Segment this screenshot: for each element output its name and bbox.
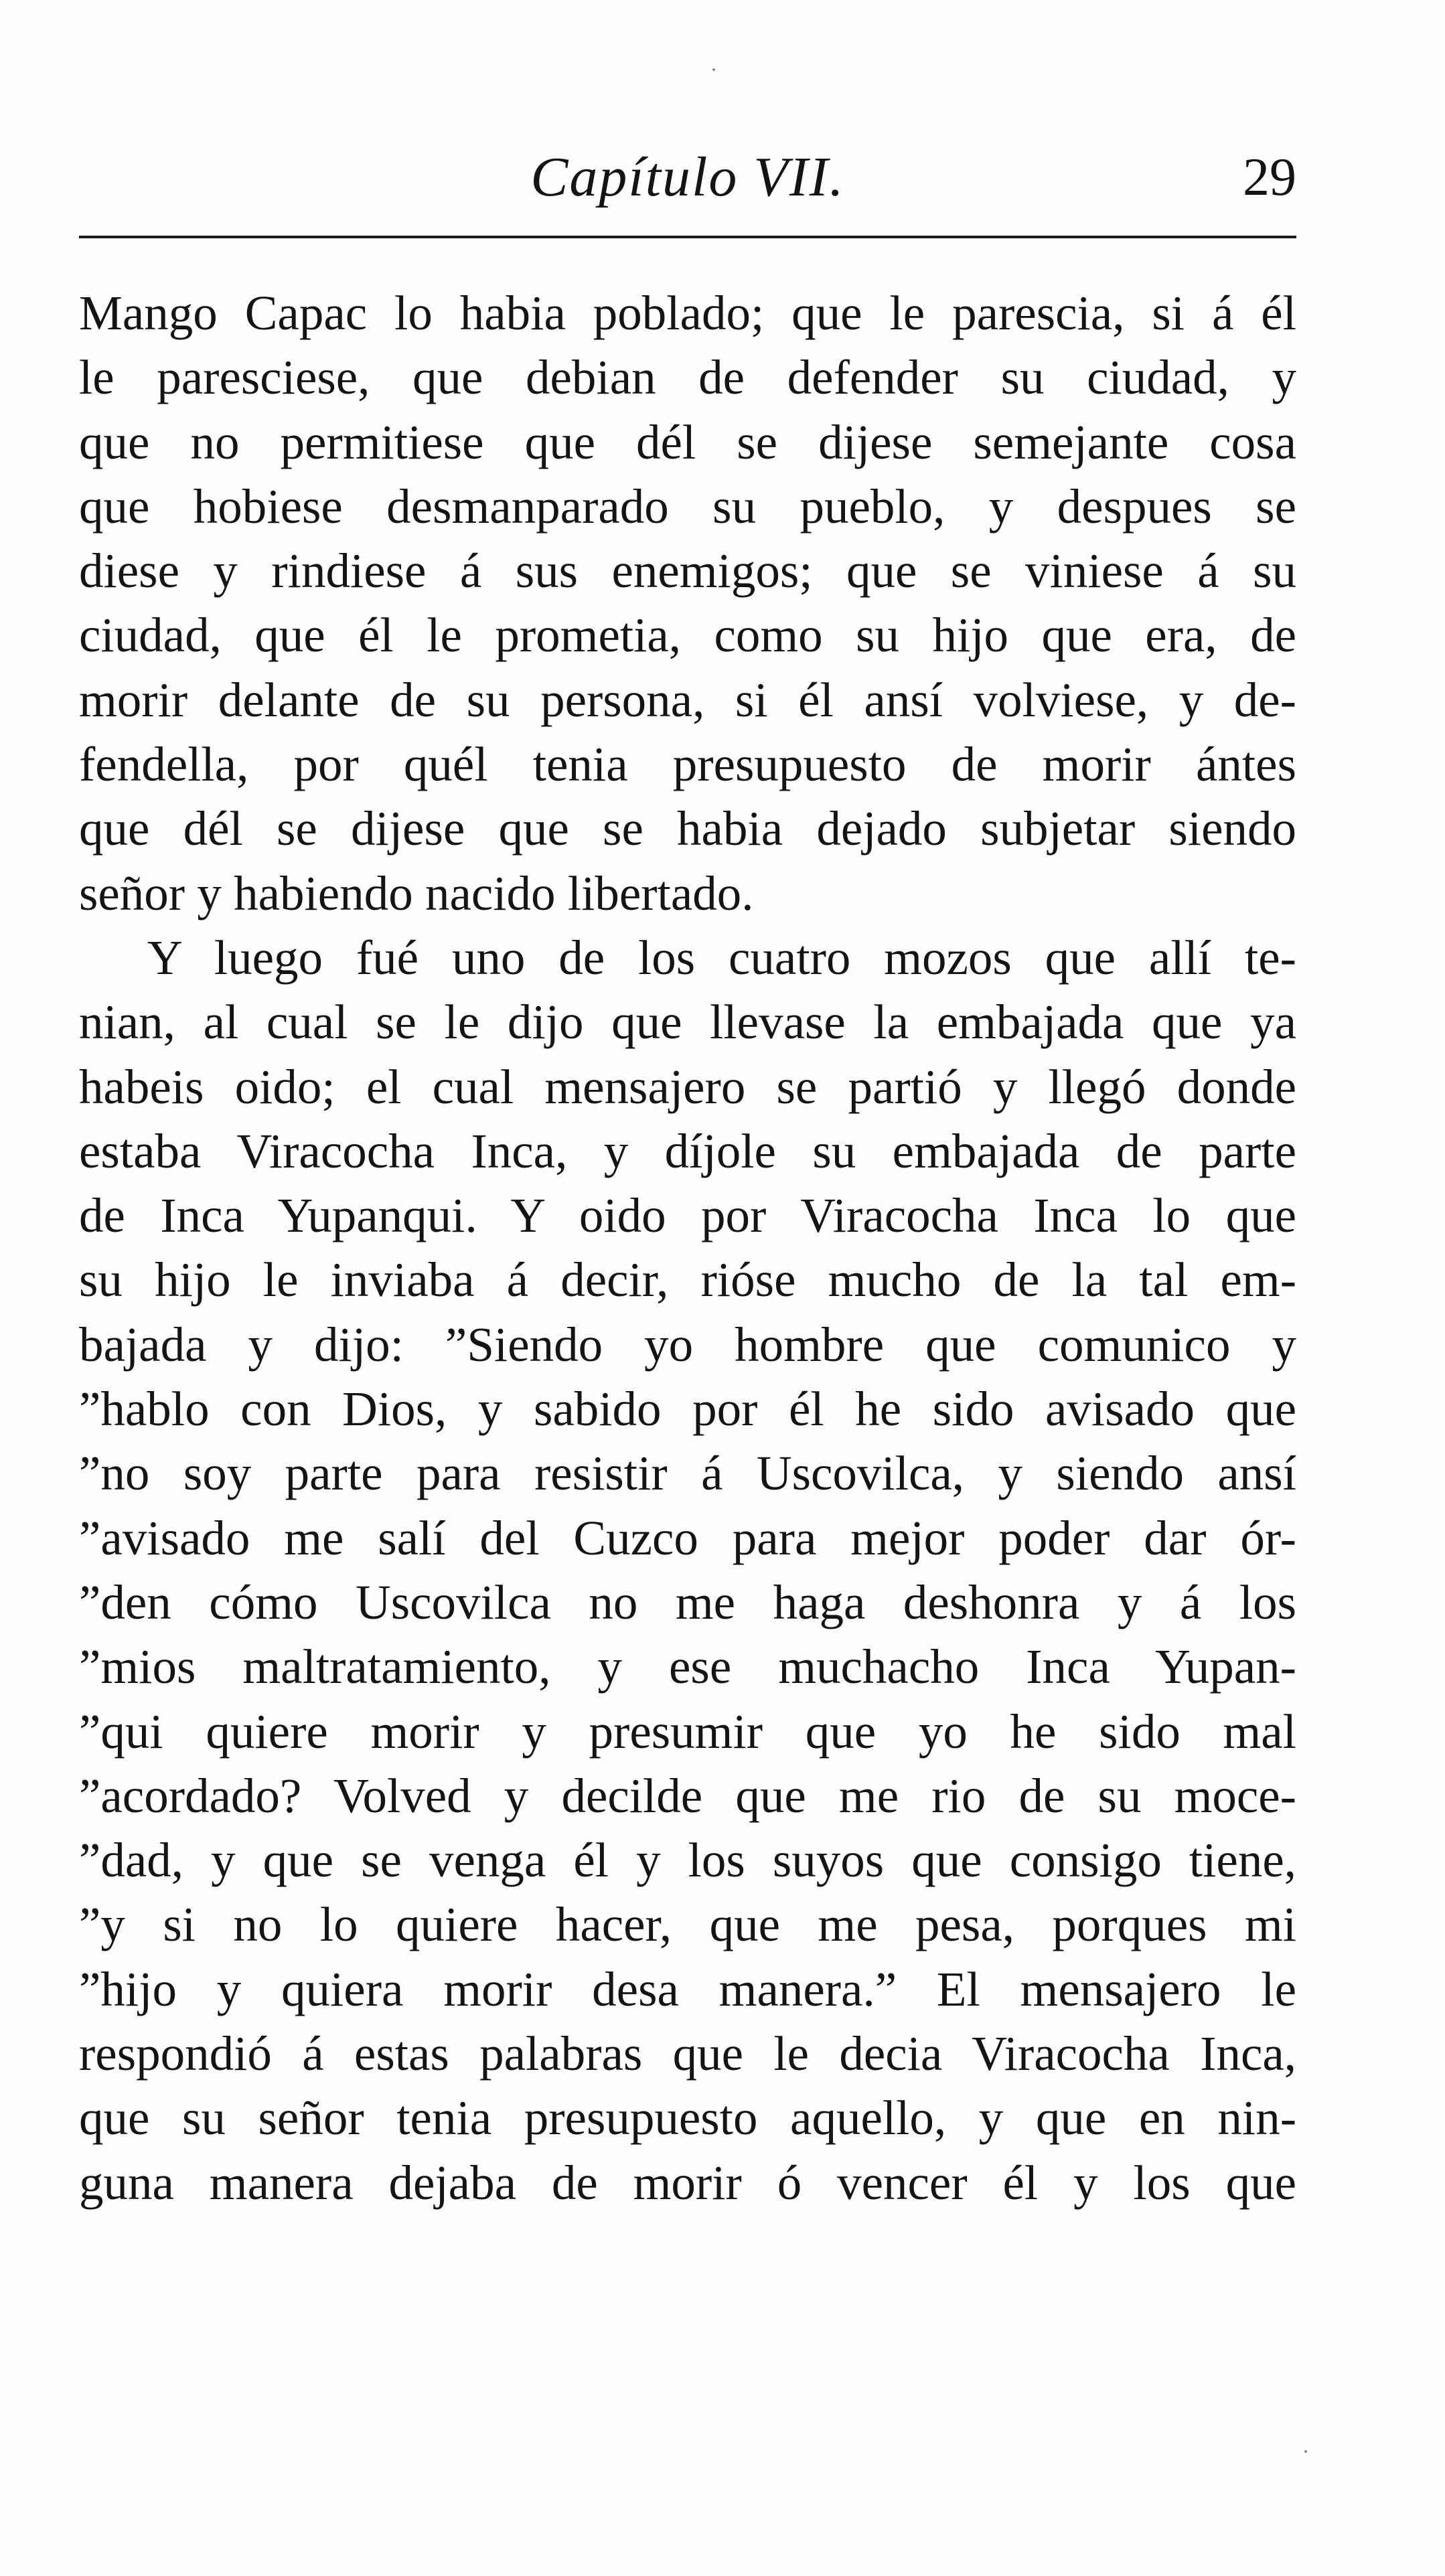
text-line: que su señor tenia presupuesto aquello, y que en nin- xyxy=(79,2091,1296,2146)
running-head xyxy=(79,137,1296,218)
text-line: ”hijo y quiera morir desa manera.” El mensajero le xyxy=(79,1961,1296,2016)
text-line: ”hablo con Dios, y sabido por él he sido avisado que xyxy=(79,1382,1296,1437)
text-line: ”avisado me salí del Cuzco para mejor poder dar ór- xyxy=(79,1510,1296,1565)
text-line: que no permitiese que dél se dijese semejante cosa xyxy=(79,414,1296,469)
text-line: Mango Capac lo habia poblado; que le parescia, si á él xyxy=(79,286,1296,340)
text-line: ”qui quiere morir y presumir que yo he sido mal xyxy=(79,1704,1296,1759)
text-line: guna manera dejaba de morir ó vencer él y los que xyxy=(79,2155,1296,2210)
text-line: ”dad, y que se venga él y los suyos que consigo tiene, xyxy=(79,1833,1296,1888)
page-number: 29 xyxy=(1243,148,1296,207)
text-line: ”no soy parte para resistir á Uscovilca, y siendo ansí xyxy=(79,1446,1296,1501)
text-line: estaba Viracocha Inca, y díjole su embajada de parte xyxy=(79,1123,1296,1178)
paper-speck xyxy=(712,68,715,71)
text-line: fendella, por quél tenia presupuesto de morir ántes xyxy=(79,737,1296,792)
text-line: ciudad, que él le prometia, como su hijo que era, de xyxy=(79,608,1296,663)
text-line: ”y si no lo quiere hacer, que me pesa, porques mi xyxy=(79,1897,1296,1952)
text-line: habeis oido; el cual mensajero se partió y llegó donde xyxy=(79,1059,1296,1114)
text-line: de Inca Yupanqui. Y oido por Viracocha Inca lo que xyxy=(79,1188,1296,1243)
text-line: bajada y dijo: ”Siendo yo hombre que comunico y xyxy=(79,1317,1296,1372)
header-rule xyxy=(79,236,1296,238)
text-line: ”acordado? Volved y decilde que me rio de su moce- xyxy=(79,1768,1296,1823)
text-line: Y luego fué uno de los cuatro mozos que allí te- xyxy=(147,930,1296,985)
text-line: señor y habiendo nacido libertado. xyxy=(79,866,754,920)
text-line: le paresciese, que debian de defender su ciudad, y xyxy=(79,350,1296,405)
chapter-title: Capítulo VII. xyxy=(530,146,845,208)
paper-speck xyxy=(1304,2450,1307,2453)
text-line: morir delante de su persona, si él ansí volviese, y de- xyxy=(79,672,1296,727)
body-text xyxy=(79,281,1296,2215)
text-line: ”mios maltratamiento, y ese muchacho Inca Yupan- xyxy=(79,1639,1296,1694)
text-line: diese y rindiese á sus enemigos; que se viniese á su xyxy=(79,544,1296,598)
text-line: nian, al cual se le dijo que llevase la embajada que ya xyxy=(79,995,1296,1050)
text-line: ”den cómo Uscovilca no me haga deshonra y á los xyxy=(79,1575,1296,1629)
text-line: su hijo le inviaba á decir, rióse mucho de la tal em- xyxy=(79,1253,1296,1307)
text-line: que dél se dijese que se habia dejado subjetar siendo xyxy=(79,801,1296,856)
text-line: respondió á estas palabras que le decia Viracocha Inca, xyxy=(79,2026,1296,2081)
text-line: que hobiese desmanparado su pueblo, y despues se xyxy=(79,479,1296,534)
